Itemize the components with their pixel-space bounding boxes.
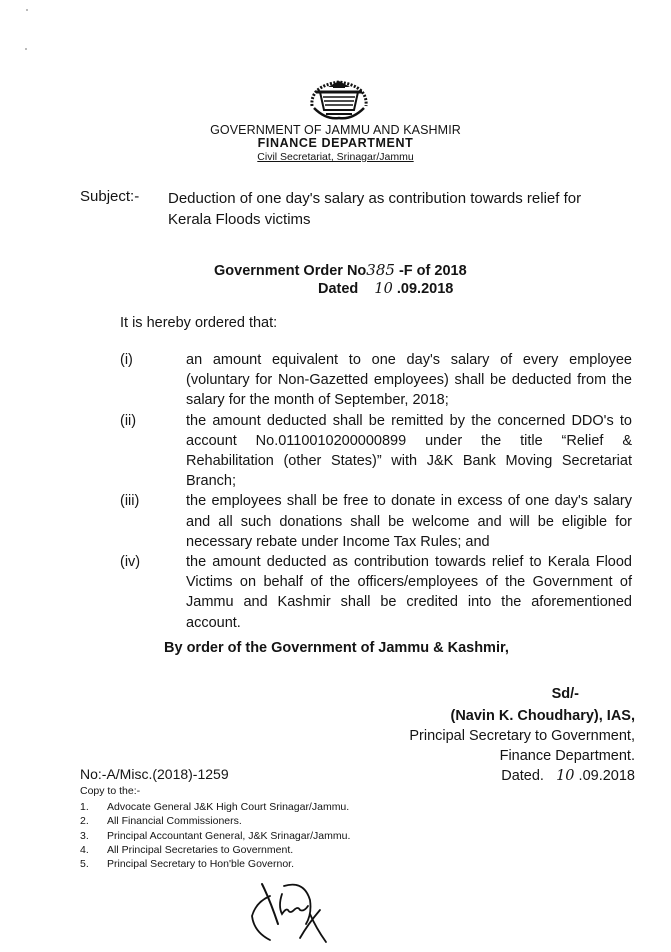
- order-items: [120, 350, 632, 633]
- copy-list-item: [80, 829, 350, 843]
- state-emblem-icon: [306, 76, 372, 122]
- subject-text: Deduction of one day's salary as contribution towards relief for Kerala Floods victims: [168, 190, 582, 228]
- scan-speck: [25, 48, 27, 50]
- copy-item-text: Principal Secretary to Hon'ble Governor.: [107, 858, 295, 871]
- item-text: the employees shall be free to donate in excess of one day's salary and all such donations shall be welcome and will be eligible for necessary rebate under Income Tax Rules; and: [186, 493, 632, 550]
- copy-to-label: Copy to the:-: [80, 785, 141, 797]
- order-number-handwritten: 385: [366, 261, 395, 279]
- header-government: GOVERNMENT OF JAMMU AND KASHMIR: [210, 123, 461, 137]
- signatory-name: (Navin K. Choudhary), IAS,: [450, 708, 635, 724]
- copy-item-text: Advocate General J&K High Court Srinagar/Jammu.: [107, 801, 350, 813]
- signatory-department: Finance Department.: [499, 748, 635, 764]
- order-date-day-handwritten: 10: [374, 281, 393, 297]
- copy-list-item: [80, 800, 350, 814]
- order-intro: It is hereby ordered that:: [120, 315, 278, 331]
- signatory-date-rest: .09.2018: [574, 768, 635, 784]
- copy-item-number: 2.: [80, 815, 89, 828]
- handwritten-signature-icon: [248, 880, 378, 946]
- header-department: FINANCE DEPARTMENT: [257, 136, 414, 150]
- signatory-date-day-handwritten: 10: [556, 768, 575, 784]
- signed-mark: Sd/-: [551, 686, 579, 702]
- item-text: the amount deducted shall be remitted by the concerned DDO's to account No.0110010200000899 under the title “Relief & Rehabilitation (other States)” with J&K Bank Moving Secretariat Branch;: [186, 412, 632, 490]
- header-address: Civil Secretariat, Srinagar/Jammu: [257, 151, 414, 163]
- order-item: [120, 491, 632, 552]
- copy-list-item: [80, 814, 350, 828]
- order-suffix: -F of 2018: [394, 263, 467, 279]
- item-number: (ii): [120, 412, 137, 429]
- copy-list-item: [80, 843, 350, 857]
- scan-speck: [26, 9, 28, 11]
- copy-item-number: 4.: [80, 843, 89, 856]
- by-order-line: By order of the Government of Jammu & Kashmir,: [164, 640, 509, 656]
- copy-list: [80, 800, 350, 871]
- reference-number: No:-A/Misc.(2018)-1259: [80, 766, 229, 782]
- copy-item-number: 1.: [80, 801, 89, 813]
- order-prefix: Government Order No: [214, 263, 367, 279]
- item-number: (i): [120, 352, 133, 368]
- item-text: the amount deducted as contribution towards relief to Kerala Flood Victims on behalf of the officers/employees of the Government of Jammu and Kashmir shall be credited into the aforementioned account.: [186, 554, 632, 631]
- copy-item-number: 5.: [80, 858, 89, 871]
- order-date: [318, 281, 453, 297]
- item-number: (iv): [120, 554, 141, 571]
- item-number: (iii): [120, 493, 140, 510]
- order-item: [120, 350, 632, 411]
- order-item: [120, 411, 632, 492]
- copy-item-text: Principal Accountant General, J&K Srinagar/Jammu.: [107, 829, 351, 842]
- subject-label: Subject:-: [80, 188, 140, 205]
- copy-item-number: 3.: [80, 829, 89, 842]
- signatory-dated-label: Dated.: [501, 768, 544, 784]
- copy-item-text: All Financial Commissioners.: [107, 815, 242, 828]
- order-number: [214, 261, 467, 279]
- order-date-rest: .09.2018: [392, 281, 454, 297]
- order-item: [120, 552, 632, 633]
- signatory-date: [501, 766, 635, 786]
- order-dated-label: Dated: [318, 281, 359, 297]
- copy-item-text: All Principal Secretaries to Government.: [107, 843, 294, 856]
- item-text: an amount equivalent to one day's salary of every employee (voluntary for Non-Gazetted employees) shall be deducted from the salary for the month of September, 2018;: [186, 352, 632, 409]
- copy-list-item: [80, 857, 350, 871]
- signatory-title: Principal Secretary to Government,: [409, 728, 635, 744]
